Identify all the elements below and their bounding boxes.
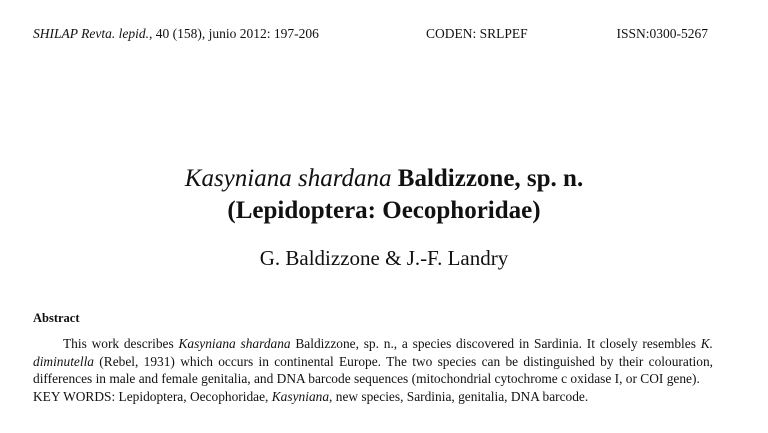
journal-name: SHILAP Revta. lepid. xyxy=(33,26,149,41)
keywords-genus: Kasyniana xyxy=(271,388,330,404)
abstract-text-1: This work describes xyxy=(63,336,179,351)
paper-authors: G. Baldizzone & J.-F. Landry xyxy=(259,246,509,270)
paper-title xyxy=(0,163,768,227)
journal-issue: , 40 (158), junio 2012: 197-206 xyxy=(148,26,319,41)
title-author-species: Baldizzone, sp. n. xyxy=(391,165,584,192)
abstract-species-2: K. diminutella xyxy=(33,336,713,369)
keywords-line xyxy=(33,388,713,406)
coden-code: CODEN: SRLPEF xyxy=(426,26,528,41)
title-line-2 xyxy=(0,195,768,227)
journal-citation xyxy=(33,26,319,42)
issn-code: ISSN:0300-5267 xyxy=(616,26,708,41)
title-line-1 xyxy=(0,163,768,195)
title-species-name: Kasyniana shardana xyxy=(184,165,392,192)
abstract-species-1: Kasyniana shardana xyxy=(178,336,291,351)
keywords-rest: , new species, Sardinia, genitalia, DNA barcode. xyxy=(329,388,589,404)
abstract-text-2: Baldizzone, sp. n., a species discovered in Sardinia. It closely resembles xyxy=(290,336,701,351)
abstract-heading: Abstract xyxy=(33,311,80,325)
abstract-text-3: (Rebel, 1931) which occurs in continental Europe. The two species can be distinguished by their colouration, differences in male and female genitalia, and DNA barcode sequences (mitochondrial cytochrome c oxidase I, or COI gene). xyxy=(33,353,713,386)
abstract-paragraph xyxy=(33,335,713,388)
keywords-prefix: KEY WORDS: Lepidoptera, Oecophoridae, xyxy=(33,388,272,404)
running-header xyxy=(33,26,708,44)
title-taxonomy: (Lepidoptera: Oecophoridae) xyxy=(227,197,541,224)
abstract-body xyxy=(33,335,713,405)
